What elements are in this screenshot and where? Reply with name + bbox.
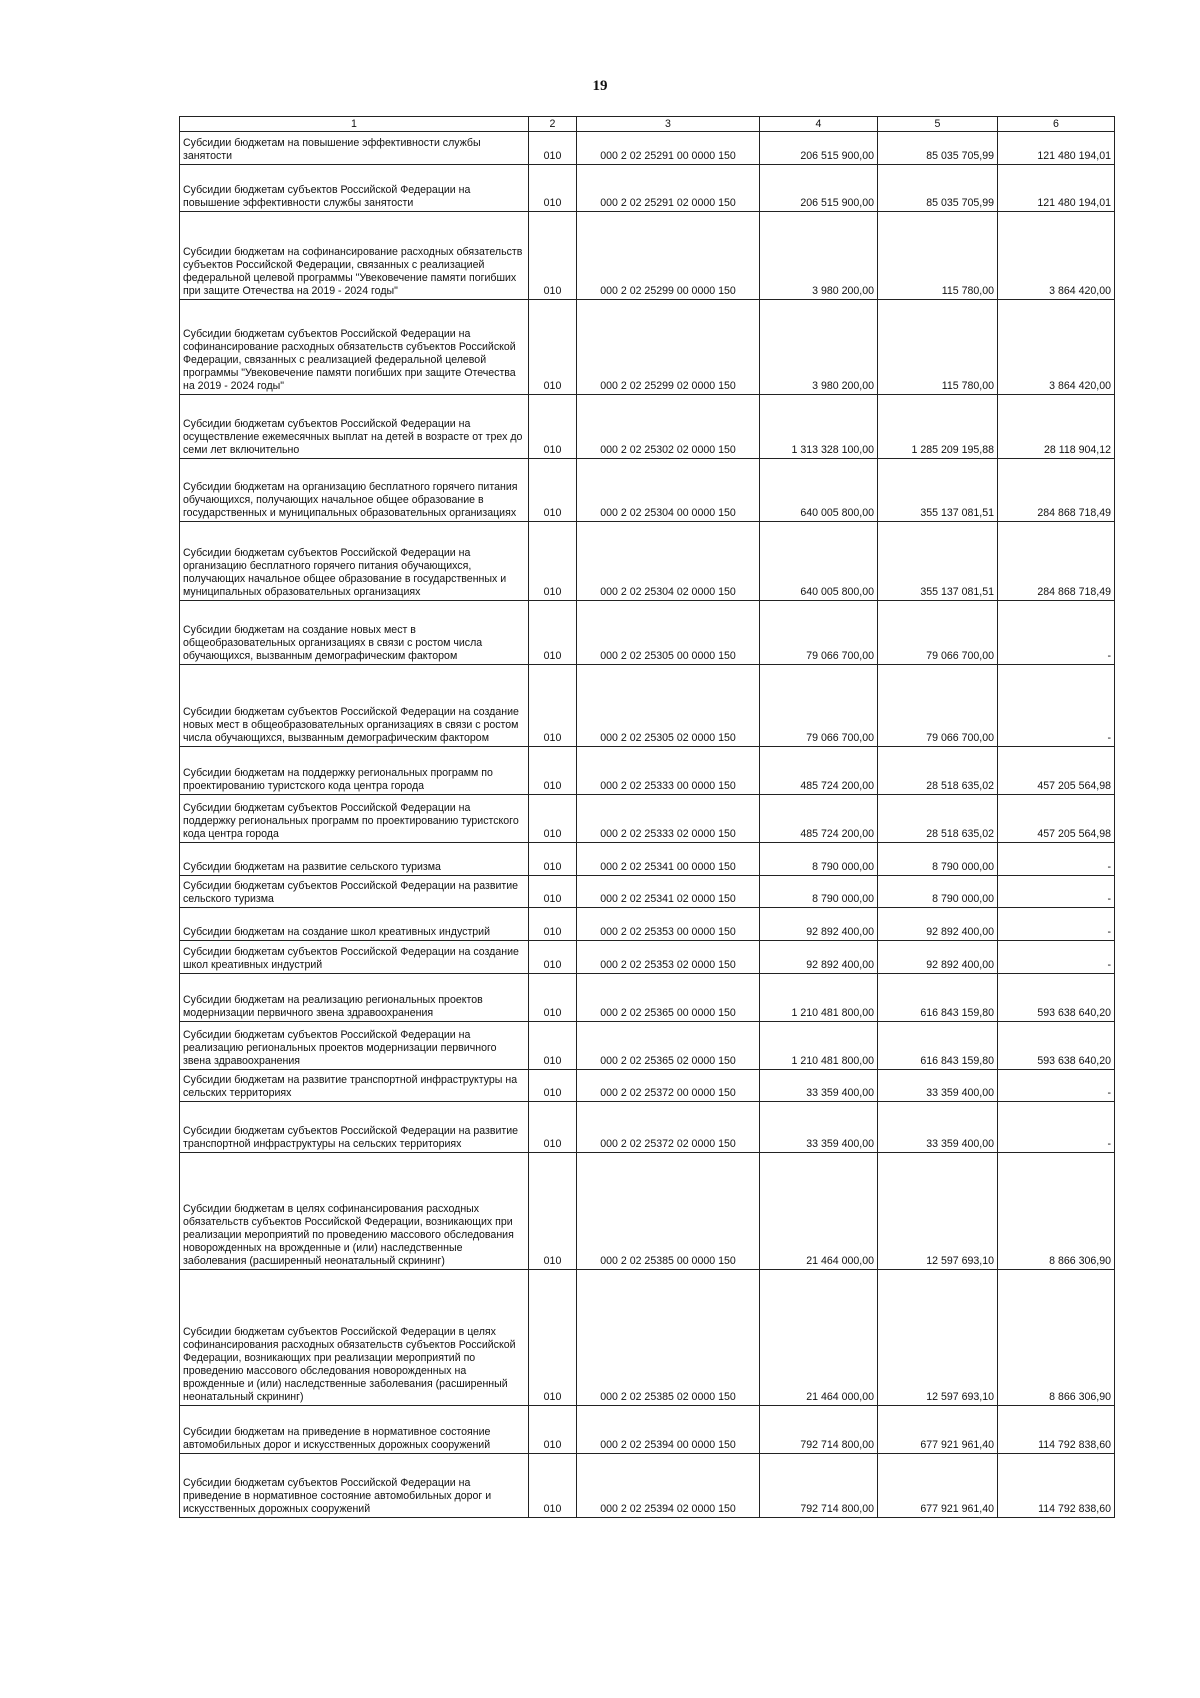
row-remaining-amount: - — [998, 1070, 1115, 1102]
row-executed-amount: 28 518 635,02 — [878, 747, 998, 795]
table-row — [180, 1070, 1115, 1102]
row-name: Субсидии бюджетам в целях софинансирования расходных обязательств субъектов Российской Федерации, возникающих при реализации мероприятий по проведению массового обследования новорожденных на врожденные и (или) наследственные заболевания (расширенный неонатальный скрининг) — [180, 1153, 529, 1270]
table-row — [180, 300, 1115, 395]
row-admin-code: 010 — [529, 941, 577, 974]
row-planned-amount: 1 210 481 800,00 — [760, 974, 878, 1022]
row-budget-code: 000 2 02 25333 00 0000 150 — [577, 747, 760, 795]
row-executed-amount: 79 066 700,00 — [878, 665, 998, 747]
row-remaining-amount: - — [998, 601, 1115, 665]
row-budget-code: 000 2 02 25353 00 0000 150 — [577, 908, 760, 941]
row-admin-code: 010 — [529, 843, 577, 876]
row-admin-code: 010 — [529, 908, 577, 941]
table-row — [180, 165, 1115, 212]
row-planned-amount: 3 980 200,00 — [760, 212, 878, 300]
row-admin-code: 010 — [529, 165, 577, 212]
row-name: Субсидии бюджетам субъектов Российской Федерации на создание школ креативных индустрий — [180, 941, 529, 974]
row-remaining-amount: 114 792 838,60 — [998, 1454, 1115, 1518]
row-remaining-amount: - — [998, 843, 1115, 876]
row-executed-amount: 85 035 705,99 — [878, 165, 998, 212]
row-budget-code: 000 2 02 25299 00 0000 150 — [577, 212, 760, 300]
row-budget-code: 000 2 02 25353 02 0000 150 — [577, 941, 760, 974]
row-budget-code: 000 2 02 25365 02 0000 150 — [577, 1022, 760, 1070]
row-name: Субсидии бюджетам на развитие транспортной инфраструктуры на сельских территориях — [180, 1070, 529, 1102]
row-remaining-amount: 121 480 194,01 — [998, 165, 1115, 212]
row-budget-code: 000 2 02 25394 02 0000 150 — [577, 1454, 760, 1518]
row-executed-amount: 115 780,00 — [878, 212, 998, 300]
table-row — [180, 1270, 1115, 1406]
row-admin-code: 010 — [529, 1102, 577, 1153]
table-row — [180, 395, 1115, 459]
row-budget-code: 000 2 02 25372 02 0000 150 — [577, 1102, 760, 1153]
row-remaining-amount: 3 864 420,00 — [998, 300, 1115, 395]
row-admin-code: 010 — [529, 974, 577, 1022]
row-admin-code: 010 — [529, 747, 577, 795]
row-executed-amount: 33 359 400,00 — [878, 1102, 998, 1153]
table-row — [180, 132, 1115, 165]
row-name: Субсидии бюджетам на приведение в нормативное состояние автомобильных дорог и искусственных дорожных сооружений — [180, 1406, 529, 1454]
column-header-3: 3 — [577, 117, 760, 132]
table-row — [180, 1102, 1115, 1153]
row-remaining-amount: 457 205 564,98 — [998, 795, 1115, 843]
row-budget-code: 000 2 02 25341 02 0000 150 — [577, 876, 760, 908]
row-budget-code: 000 2 02 25341 00 0000 150 — [577, 843, 760, 876]
row-admin-code: 010 — [529, 1022, 577, 1070]
row-remaining-amount: 284 868 718,49 — [998, 522, 1115, 601]
row-admin-code: 010 — [529, 459, 577, 522]
row-budget-code: 000 2 02 25372 00 0000 150 — [577, 1070, 760, 1102]
row-executed-amount: 85 035 705,99 — [878, 132, 998, 165]
table-row — [180, 795, 1115, 843]
table-row — [180, 876, 1115, 908]
row-name: Субсидии бюджетам субъектов Российской Федерации на развитие сельского туризма — [180, 876, 529, 908]
row-budget-code: 000 2 02 25305 02 0000 150 — [577, 665, 760, 747]
row-name: Субсидии бюджетам субъектов Российской Федерации на софинансирование расходных обязательств субъектов Российской Федерации, связанных с реализацией федеральной целевой программы "Увековечение памяти погибших при защите Отечества на 2019 - 2024 годы" — [180, 300, 529, 395]
row-planned-amount: 33 359 400,00 — [760, 1070, 878, 1102]
row-name: Субсидии бюджетам субъектов Российской Федерации на осуществление ежемесячных выплат на детей в возрасте от трех до семи лет включительно — [180, 395, 529, 459]
row-remaining-amount: 8 866 306,90 — [998, 1153, 1115, 1270]
row-name: Субсидии бюджетам на развитие сельского туризма — [180, 843, 529, 876]
row-name: Субсидии бюджетам на создание новых мест в общеобразовательных организациях в связи с ростом числа обучающихся, вызванным демографическим фактором — [180, 601, 529, 665]
column-header-1: 1 — [180, 117, 529, 132]
row-planned-amount: 8 790 000,00 — [760, 876, 878, 908]
row-name: Субсидии бюджетам субъектов Российской Федерации в целях софинансирования расходных обязательств субъектов Российской Федерации, возникающих при реализации мероприятий по проведению массового обследования новорожденных на врожденные и (или) наследственные заболевания (расширенный неонатальный скрининг) — [180, 1270, 529, 1406]
row-budget-code: 000 2 02 25385 02 0000 150 — [577, 1270, 760, 1406]
row-planned-amount: 485 724 200,00 — [760, 747, 878, 795]
row-executed-amount: 12 597 693,10 — [878, 1270, 998, 1406]
row-admin-code: 010 — [529, 665, 577, 747]
row-executed-amount: 616 843 159,80 — [878, 1022, 998, 1070]
row-budget-code: 000 2 02 25304 02 0000 150 — [577, 522, 760, 601]
row-name: Субсидии бюджетам на поддержку региональных программ по проектированию туристского кода центра города — [180, 747, 529, 795]
column-header-2: 2 — [529, 117, 577, 132]
row-admin-code: 010 — [529, 395, 577, 459]
row-planned-amount: 8 790 000,00 — [760, 843, 878, 876]
row-admin-code: 010 — [529, 522, 577, 601]
row-executed-amount: 115 780,00 — [878, 300, 998, 395]
row-planned-amount: 792 714 800,00 — [760, 1454, 878, 1518]
row-admin-code: 010 — [529, 876, 577, 908]
row-admin-code: 010 — [529, 601, 577, 665]
row-executed-amount: 355 137 081,51 — [878, 459, 998, 522]
row-name: Субсидии бюджетам на создание школ креативных индустрий — [180, 908, 529, 941]
row-planned-amount: 21 464 000,00 — [760, 1153, 878, 1270]
row-remaining-amount: - — [998, 1102, 1115, 1153]
table-row — [180, 1454, 1115, 1518]
row-planned-amount: 206 515 900,00 — [760, 132, 878, 165]
row-planned-amount: 92 892 400,00 — [760, 941, 878, 974]
row-executed-amount: 355 137 081,51 — [878, 522, 998, 601]
row-executed-amount: 616 843 159,80 — [878, 974, 998, 1022]
table-row — [180, 843, 1115, 876]
table-row — [180, 941, 1115, 974]
row-planned-amount: 92 892 400,00 — [760, 908, 878, 941]
table-row — [180, 212, 1115, 300]
row-planned-amount: 1 313 328 100,00 — [760, 395, 878, 459]
row-name: Субсидии бюджетам субъектов Российской Федерации на создание новых мест в общеобразовательных организациях в связи с ростом числа обучающихся, вызванным демографическим фактором — [180, 665, 529, 747]
row-remaining-amount: 284 868 718,49 — [998, 459, 1115, 522]
row-executed-amount: 12 597 693,10 — [878, 1153, 998, 1270]
row-budget-code: 000 2 02 25304 00 0000 150 — [577, 459, 760, 522]
row-remaining-amount: - — [998, 876, 1115, 908]
row-admin-code: 010 — [529, 1270, 577, 1406]
row-name: Субсидии бюджетам на повышение эффективности службы занятости — [180, 132, 529, 165]
page-number: 19 — [592, 78, 608, 94]
row-remaining-amount: 114 792 838,60 — [998, 1406, 1115, 1454]
row-budget-code: 000 2 02 25333 02 0000 150 — [577, 795, 760, 843]
row-executed-amount: 79 066 700,00 — [878, 601, 998, 665]
row-remaining-amount: - — [998, 941, 1115, 974]
row-executed-amount: 92 892 400,00 — [878, 941, 998, 974]
row-admin-code: 010 — [529, 132, 577, 165]
row-remaining-amount: 593 638 640,20 — [998, 974, 1115, 1022]
row-name: Субсидии бюджетам на софинансирование расходных обязательств субъектов Российской Федерации, связанных с реализацией федеральной целевой программы "Увековечение памяти погибших при защите Отечества на 2019 - 2024 годы" — [180, 212, 529, 300]
table-row — [180, 908, 1115, 941]
row-planned-amount: 792 714 800,00 — [760, 1406, 878, 1454]
row-executed-amount: 28 518 635,02 — [878, 795, 998, 843]
table-row — [180, 665, 1115, 747]
row-executed-amount: 92 892 400,00 — [878, 908, 998, 941]
row-admin-code: 010 — [529, 212, 577, 300]
table-row — [180, 601, 1115, 665]
row-planned-amount: 3 980 200,00 — [760, 300, 878, 395]
column-header-6: 6 — [998, 117, 1115, 132]
row-planned-amount: 79 066 700,00 — [760, 665, 878, 747]
row-name: Субсидии бюджетам субъектов Российской Федерации на приведение в нормативное состояние автомобильных дорог и искусственных дорожных сооружений — [180, 1454, 529, 1518]
row-planned-amount: 21 464 000,00 — [760, 1270, 878, 1406]
row-planned-amount: 640 005 800,00 — [760, 522, 878, 601]
row-budget-code: 000 2 02 25299 02 0000 150 — [577, 300, 760, 395]
row-admin-code: 010 — [529, 300, 577, 395]
table-row — [180, 522, 1115, 601]
row-executed-amount: 8 790 000,00 — [878, 843, 998, 876]
row-budget-code: 000 2 02 25365 00 0000 150 — [577, 974, 760, 1022]
row-budget-code: 000 2 02 25394 00 0000 150 — [577, 1406, 760, 1454]
row-name: Субсидии бюджетам субъектов Российской Федерации на организацию бесплатного горячего питания обучающихся, получающих начальное общее образование в государственных и муниципальных образовательных организациях — [180, 522, 529, 601]
row-executed-amount: 8 790 000,00 — [878, 876, 998, 908]
row-remaining-amount: 457 205 564,98 — [998, 747, 1115, 795]
row-remaining-amount: 593 638 640,20 — [998, 1022, 1115, 1070]
row-name: Субсидии бюджетам субъектов Российской Федерации на поддержку региональных программ по проектированию туристского кода центра города — [180, 795, 529, 843]
row-executed-amount: 1 285 209 195,88 — [878, 395, 998, 459]
row-admin-code: 010 — [529, 1070, 577, 1102]
row-admin-code: 010 — [529, 1406, 577, 1454]
row-budget-code: 000 2 02 25385 00 0000 150 — [577, 1153, 760, 1270]
row-name: Субсидии бюджетам на организацию бесплатного горячего питания обучающихся, получающих начальное общее образование в государственных и муниципальных образовательных организациях — [180, 459, 529, 522]
row-planned-amount: 79 066 700,00 — [760, 601, 878, 665]
row-remaining-amount: 121 480 194,01 — [998, 132, 1115, 165]
row-name: Субсидии бюджетам субъектов Российской Федерации на реализацию региональных проектов модернизации первичного звена здравоохранения — [180, 1022, 529, 1070]
header-row — [180, 117, 1115, 132]
row-planned-amount: 640 005 800,00 — [760, 459, 878, 522]
row-name: Субсидии бюджетам субъектов Российской Федерации на повышение эффективности службы занятости — [180, 165, 529, 212]
table-row — [180, 1022, 1115, 1070]
row-planned-amount: 206 515 900,00 — [760, 165, 878, 212]
row-executed-amount: 33 359 400,00 — [878, 1070, 998, 1102]
row-admin-code: 010 — [529, 1153, 577, 1270]
table-row — [180, 1153, 1115, 1270]
row-planned-amount: 485 724 200,00 — [760, 795, 878, 843]
row-remaining-amount: 8 866 306,90 — [998, 1270, 1115, 1406]
row-budget-code: 000 2 02 25305 00 0000 150 — [577, 601, 760, 665]
row-remaining-amount: 3 864 420,00 — [998, 212, 1115, 300]
table-body — [180, 132, 1115, 1518]
table-row — [180, 974, 1115, 1022]
row-remaining-amount: 28 118 904,12 — [998, 395, 1115, 459]
row-admin-code: 010 — [529, 1454, 577, 1518]
row-admin-code: 010 — [529, 795, 577, 843]
row-budget-code: 000 2 02 25302 02 0000 150 — [577, 395, 760, 459]
row-planned-amount: 33 359 400,00 — [760, 1102, 878, 1153]
row-remaining-amount: - — [998, 908, 1115, 941]
row-executed-amount: 677 921 961,40 — [878, 1454, 998, 1518]
budget-table — [179, 116, 1115, 1518]
row-budget-code: 000 2 02 25291 00 0000 150 — [577, 132, 760, 165]
row-remaining-amount: - — [998, 665, 1115, 747]
column-header-4: 4 — [760, 117, 878, 132]
row-name: Субсидии бюджетам субъектов Российской Федерации на развитие транспортной инфраструктуры на сельских территориях — [180, 1102, 529, 1153]
column-header-5: 5 — [878, 117, 998, 132]
row-executed-amount: 677 921 961,40 — [878, 1406, 998, 1454]
row-name: Субсидии бюджетам на реализацию региональных проектов модернизации первичного звена здравоохранения — [180, 974, 529, 1022]
table-row — [180, 459, 1115, 522]
row-planned-amount: 1 210 481 800,00 — [760, 1022, 878, 1070]
table-row — [180, 747, 1115, 795]
table-row — [180, 1406, 1115, 1454]
row-budget-code: 000 2 02 25291 02 0000 150 — [577, 165, 760, 212]
